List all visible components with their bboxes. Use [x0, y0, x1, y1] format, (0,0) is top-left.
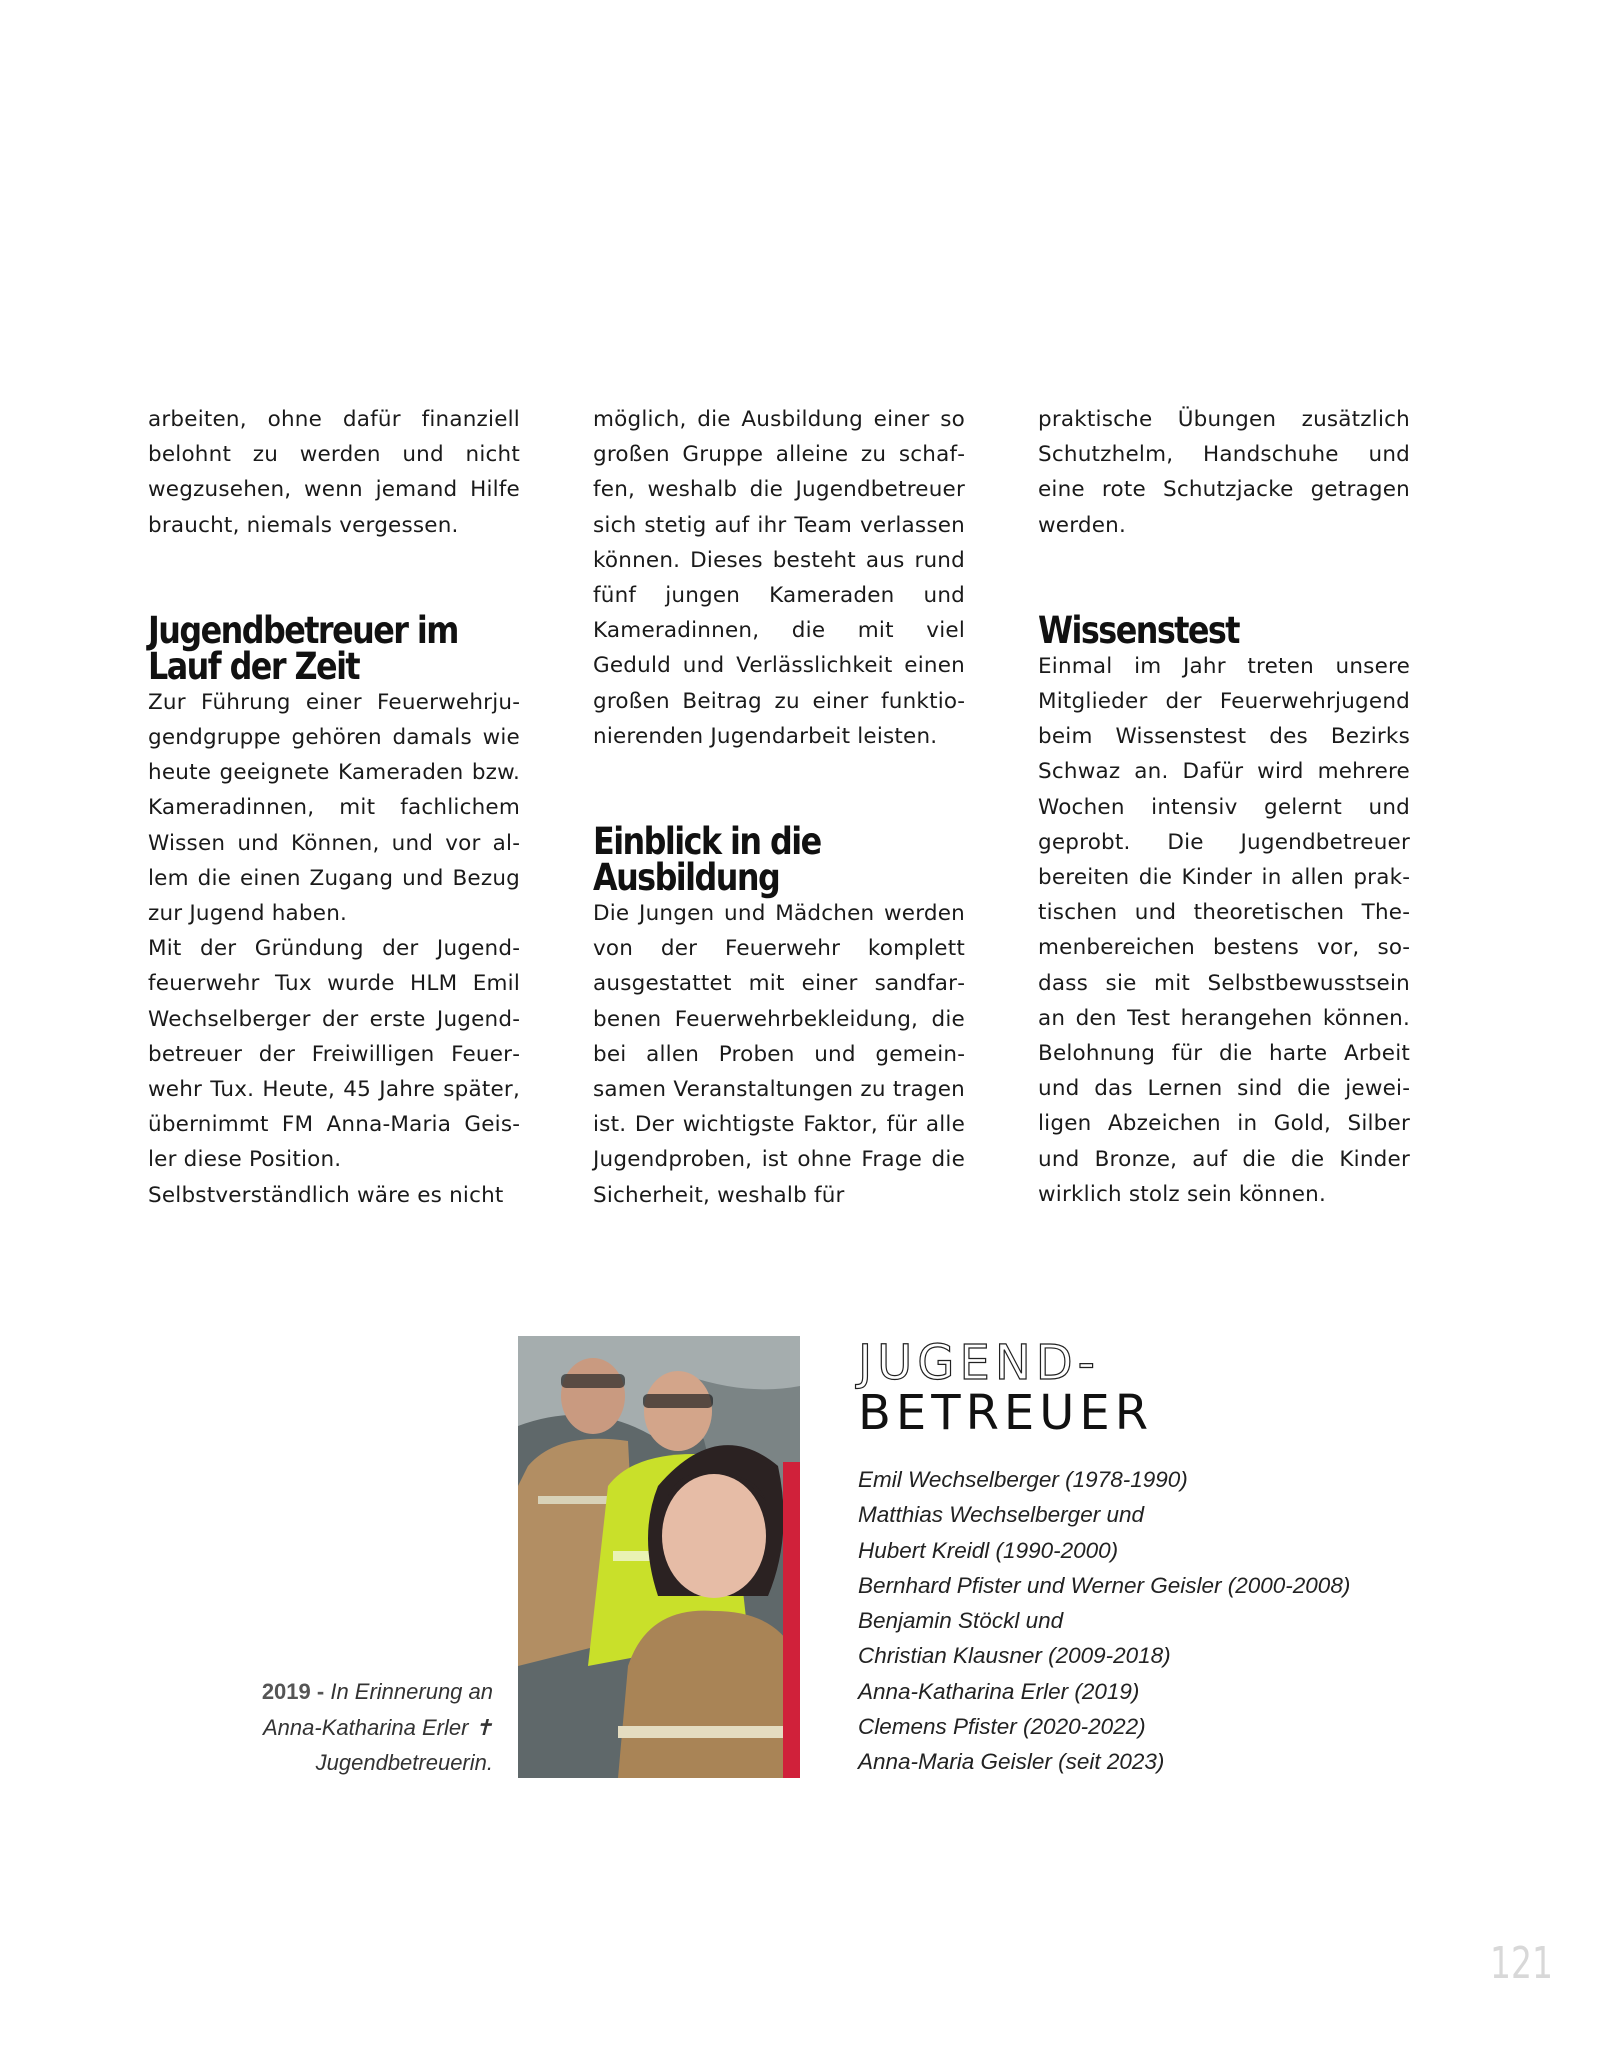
list-item: Anna-Katharina Erler (2019): [858, 1678, 1140, 1704]
list-item: Clemens Pfister (2020-2022): [858, 1714, 1146, 1740]
red-accent-bar: [783, 1462, 800, 1778]
photo-caption: [180, 1674, 493, 1781]
column1-paragraph-1: Zur Führung einer Feuerwehrjugendgruppe gehören damals wie heute geeignete Kameraden bzw. Kameradinnen, mit fachlichem Wissen und Können, und vor allem die einen Zugang und Bezug zur Jugend haben.: [148, 689, 520, 927]
heading-line-2: Lauf der Zeit: [148, 644, 360, 688]
column2-intro: möglich, die Ausbildung einer so großen Gruppe alleine zu schaffen, weshalb die Jugendbetreuer sich stetig auf ihr Team verlassen können. Dieses besteht aus rund fünf jungen Kameraden und Kameradinnen, die mit viel Geduld und Verlässlichkeit einen großen Beitrag zu einer funktionierenden Jugendarbeit leisten.: [593, 407, 965, 749]
heading-line-2: Ausbildung: [593, 856, 780, 900]
column1-intro: arbeiten, ohne dafür finanziell belohnt zu werden und nicht wegzusehen, wenn jemand Hilfe braucht, niemals vergessen.: [148, 407, 520, 538]
column3-paragraph-1: Einmal im Jahr treten unsere Mitglieder der Feuerwehrjugend beim Wissenstest des Bezirks Schwaz an. Dafür wird mehrere Wochen intensiv gelernt und geprobt. Die Jugendbetreuer bereiten die Kinder in allen praktischen und theoretischen Themenbereichen bestens vor, sodass sie mit Selbstbewusstsein an den Test herangehen können. Belohnung für die harte Arbeit und das Lernen sind die jeweiligen Abzeichen in Gold, Silber und Bronze, auf die die Kinder wirklich stolz sein können.: [1038, 653, 1410, 1207]
list-item: Emil Wechselberger (1978-1990): [858, 1467, 1188, 1492]
group-photo: [518, 1336, 800, 1778]
list-item: Matthias Wechselberger und: [858, 1502, 1144, 1528]
list-item: Anna-Maria Geisler (seit 2023): [858, 1749, 1165, 1775]
list-item: Bernhard Pfister und Werner Geisler (2000-2008): [858, 1572, 1351, 1598]
column1-paragraph-2: Mit der Gründung der Jugendfeuerwehr Tux wurde HLM Emil Wechselberger der erste Jugendbetreuer der Freiwilligen Feuerwehr Tux. Heute, 45 Jahre später, übernimmt FM Anna-Maria Geisler diese Position.: [148, 936, 520, 1173]
heading-line-1: Einblick in die: [593, 820, 821, 864]
column1-paragraph-3: Selbstverständlich wäre es nicht: [148, 1182, 504, 1208]
heading-jugendbetreuer-im-lauf-der-zeit: [148, 608, 526, 688]
list-item: Christian Klausner (2009-2018): [858, 1643, 1171, 1669]
text-column-2: [593, 402, 965, 1213]
jugendbetreuer-title: [858, 1335, 1154, 1441]
caption-line-1: In Erinnerung an: [330, 1679, 493, 1704]
caption-line-3: Jugendbetreuerin.: [315, 1750, 493, 1775]
title-line-2: BETREUER: [858, 1385, 1154, 1441]
list-item: Benjamin Stöckl und: [858, 1608, 1064, 1634]
text-column-1: [148, 402, 520, 1213]
column2-paragraph-1: Die Jungen und Mädchen werden von der Feuerwehr komplett ausgestattet mit einer sandfarbenen Feuerwehrbekleidung, die bei allen Proben und gemeinsamen Veranstaltungen zu tragen ist. Der wichtigste Faktor, für alle Jugendproben, ist ohne Frage die Sicherheit, weshalb für: [593, 901, 965, 1208]
column3-intro: praktische Übungen zusätzlich Schutzhelm, Handschuhe und eine rote Schutzjacke getragen werden.: [1038, 407, 1410, 538]
heading-wissenstest: Wissenstest: [1038, 608, 1239, 652]
jugendbetreuer-list: [858, 1462, 1418, 1780]
title-line-1: JUGEND-: [858, 1335, 1100, 1391]
caption-year: 2019 -: [261, 1679, 325, 1704]
text-column-3: [1038, 402, 1410, 1212]
heading-einblick-in-die-ausbildung: [593, 820, 971, 900]
photo-illustration: [518, 1336, 800, 1778]
caption-line-2: Anna-Katharina Erler ✝: [263, 1714, 493, 1740]
page-number: 121: [1490, 1938, 1553, 1989]
heading-line-1: Jugendbetreuer im: [148, 608, 458, 652]
list-item: Hubert Kreidl (1990-2000): [858, 1537, 1119, 1563]
